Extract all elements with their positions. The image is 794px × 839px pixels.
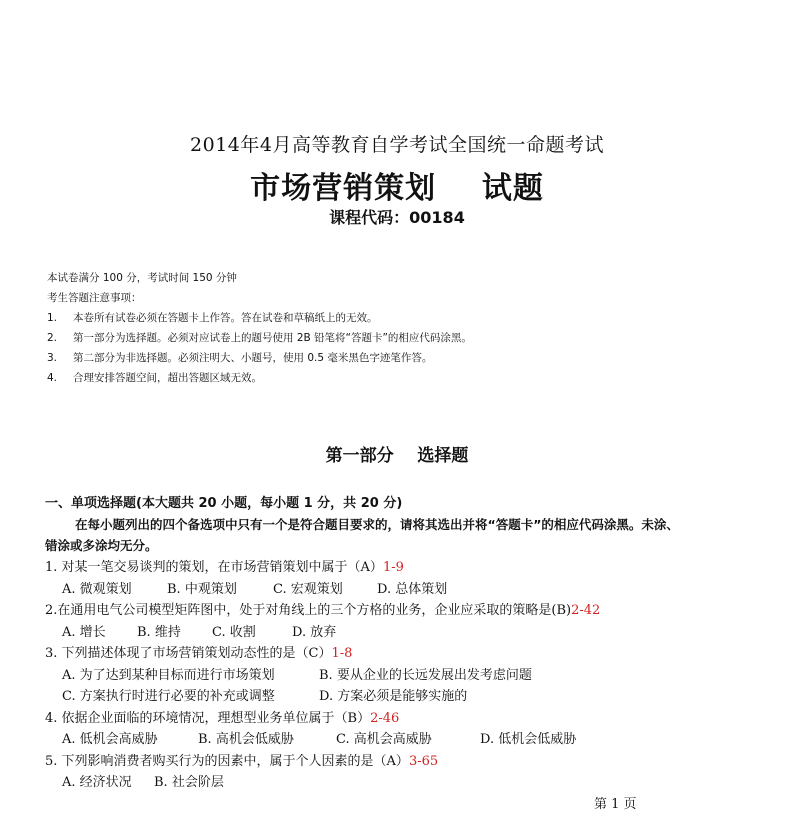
notice-item: [47, 348, 747, 368]
notice-item-number: 4.: [47, 372, 58, 384]
subject-title: 市场营销策划 试题: [250, 171, 544, 206]
question-stem: [45, 643, 775, 665]
option-d: D. 放弃: [292, 624, 337, 640]
question-text: 4. 依据企业面临的环境情况，理想型业务单位属于（B）: [45, 710, 371, 726]
notice-item-text: 本卷所有试卷必须在答题卡上作答。答在试卷和草稿纸上的无效。: [73, 312, 378, 324]
answer-reference: 3-65: [408, 753, 439, 769]
option-b: B. 高机会低威胁: [198, 732, 294, 747]
option-a: A. 经济状况: [62, 775, 132, 790]
notice-item-number: 2.: [47, 332, 58, 344]
option-b: B. 要从企业的长远发展出发考虑问题: [319, 667, 532, 683]
instruction-line: 错涂或多涂均无分。: [45, 538, 158, 553]
notice-item-text: 合理安排答题空间，超出答题区域无效。: [73, 372, 262, 384]
question-stem: [45, 708, 775, 730]
option-a: A. 微观策划: [62, 581, 132, 597]
answer-reference: 2-46: [370, 710, 400, 726]
answer-reference: 2-42: [571, 603, 601, 618]
option-c: C. 方案执行时进行必要的补充或调整: [62, 689, 275, 704]
option-c: C. 高机会高威胁: [336, 732, 432, 747]
course-code: 课程代码：00184: [329, 208, 465, 227]
question-text: 5. 下列影响消费者购买行为的因素中，属于个人因素的是（A）: [45, 753, 409, 769]
answer-reference: 1-8: [331, 646, 353, 661]
notice-item-text: 第一部分为选择题。必须对应试卷上的题号使用 2B 铅笔将“答题卡”的相应代码涂黑。: [73, 332, 472, 344]
option-a: A. 增长: [62, 624, 106, 640]
option-c: C. 收割: [212, 624, 256, 640]
option-d: D. 方案必须是能够实施的: [319, 689, 468, 704]
option-row: [45, 772, 775, 794]
notice-intro-line: 考生答题注意事项：: [47, 292, 142, 304]
question-text: 2.在通用电气公司模型矩阵图中，处于对角线上的三个方格的业务，企业应采取的策略是(B): [45, 603, 572, 618]
option-b: B. 维持: [137, 624, 181, 640]
option-d: D. 低机会低威胁: [480, 732, 577, 747]
option-a: A. 低机会高威胁: [62, 732, 158, 747]
notice-item-number: 1.: [47, 312, 58, 324]
page-number: 第 1 页: [594, 797, 637, 812]
question-stem: [45, 557, 775, 579]
question-text: 1. 对某一笔交易谈判的策划，在市场营销策划中属于（A）: [45, 560, 383, 575]
instruction-line: 在每小题列出的四个备选项中只有一个是符合题目要求的，请将其选出并将“答题卡”的相应代码涂黑。未涂、: [75, 517, 679, 532]
question-stem: [45, 600, 775, 622]
option-row: [45, 579, 775, 601]
option-a: A. 为了达到某种目标而进行市场策划: [62, 667, 275, 683]
question-stem: [45, 751, 775, 773]
option-b: B. 中观策划: [167, 581, 237, 597]
answer-reference: 1-9: [382, 560, 404, 575]
option-c: C. 宏观策划: [273, 581, 343, 597]
option-d: D. 总体策划: [377, 581, 448, 597]
option-row: [45, 729, 775, 751]
notice-item-number: 3.: [47, 352, 58, 364]
exam-notices: [47, 268, 747, 388]
notice-intro-line: 本试卷满分 100 分，考试时间 150 分钟: [47, 272, 237, 284]
notice-item: [47, 368, 747, 388]
option-b: B. 社会阶层: [154, 775, 224, 790]
notice-item: [47, 328, 747, 348]
part-heading: 第一部分 选择题: [325, 446, 469, 466]
question-list: [45, 557, 775, 794]
option-row: [45, 665, 775, 687]
option-row: [45, 622, 775, 644]
notice-item: [47, 308, 747, 328]
section-heading: 一、单项选择题(本大题共 20 小题，每小题 1 分，共 20 分): [45, 496, 403, 511]
notice-item-text: 第二部分为非选择题。必须注明大、小题号，使用 0.5 毫米黑色字迹笔作答。: [73, 352, 433, 364]
question-text: 3. 下列描述体现了市场营销策划动态性的是（C）: [45, 646, 332, 661]
exam-title: 2014年4月高等教育自学考试全国统一命题考试: [190, 134, 604, 156]
section-instruction: [45, 514, 765, 556]
option-row: [45, 686, 775, 708]
